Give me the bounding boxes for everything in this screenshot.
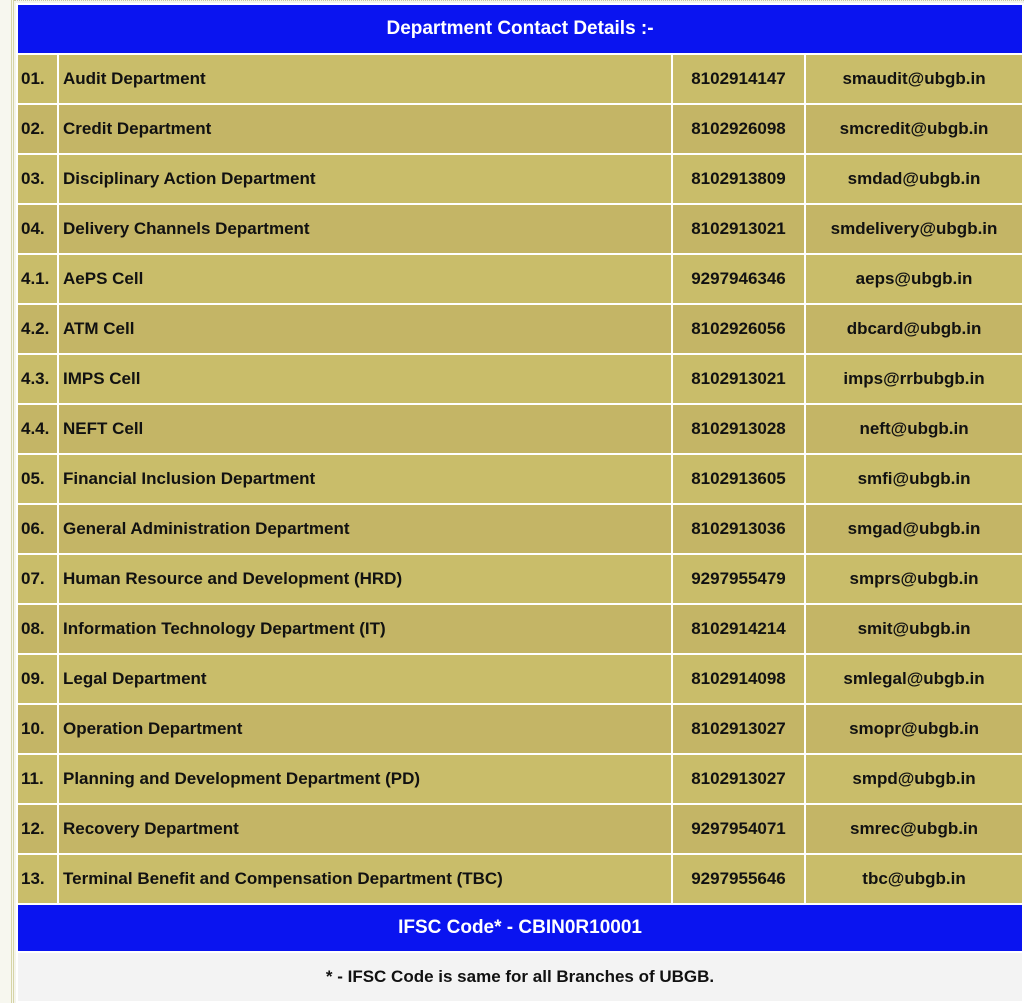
dept-phone: 9297955479 <box>673 555 804 603</box>
dept-email: smdelivery@ubgb.in <box>806 205 1022 253</box>
table-row <box>18 755 1022 803</box>
dept-phone: 8102914098 <box>673 655 804 703</box>
table-row <box>18 55 1022 103</box>
dept-number: 07. <box>18 555 57 603</box>
table-row <box>18 605 1022 653</box>
table-row <box>18 505 1022 553</box>
dept-email: neft@ubgb.in <box>806 405 1022 453</box>
dept-email: smcredit@ubgb.in <box>806 105 1022 153</box>
ifsc-row <box>18 905 1022 951</box>
dept-number: 05. <box>18 455 57 503</box>
dept-number: 09. <box>18 655 57 703</box>
dept-email: aeps@ubgb.in <box>806 255 1022 303</box>
dept-name: Audit Department <box>59 55 671 103</box>
dept-number: 11. <box>18 755 57 803</box>
dept-email: smgad@ubgb.in <box>806 505 1022 553</box>
dept-number: 4.2. <box>18 305 57 353</box>
dept-name: AePS Cell <box>59 255 671 303</box>
dept-phone: 8102913605 <box>673 455 804 503</box>
dept-number: 02. <box>18 105 57 153</box>
dept-phone: 8102913021 <box>673 355 804 403</box>
table-row <box>18 555 1022 603</box>
dept-number: 03. <box>18 155 57 203</box>
dept-phone: 9297946346 <box>673 255 804 303</box>
ifsc-note-row <box>18 953 1022 1001</box>
table-row <box>18 455 1022 503</box>
dept-phone: 9297955646 <box>673 855 804 903</box>
ifsc-note: * - IFSC Code is same for all Branches of UBGB. <box>18 953 1022 1001</box>
dept-number: 4.4. <box>18 405 57 453</box>
dept-email: smpd@ubgb.in <box>806 755 1022 803</box>
left-border-rule <box>0 0 14 1003</box>
table-row <box>18 805 1022 853</box>
dept-name: ATM Cell <box>59 305 671 353</box>
dept-name: NEFT Cell <box>59 405 671 453</box>
dept-phone: 8102926098 <box>673 105 804 153</box>
dept-name: Recovery Department <box>59 805 671 853</box>
table-row <box>18 855 1022 903</box>
dept-phone: 9297954071 <box>673 805 804 853</box>
table-row <box>18 205 1022 253</box>
dept-phone: 8102914214 <box>673 605 804 653</box>
dept-email: dbcard@ubgb.in <box>806 305 1022 353</box>
dept-name: Disciplinary Action Department <box>59 155 671 203</box>
dept-email: smprs@ubgb.in <box>806 555 1022 603</box>
table-row <box>18 405 1022 453</box>
dept-email: smrec@ubgb.in <box>806 805 1022 853</box>
table-row <box>18 155 1022 203</box>
table-row <box>18 305 1022 353</box>
dept-name: General Administration Department <box>59 505 671 553</box>
dept-number: 04. <box>18 205 57 253</box>
dept-number: 4.3. <box>18 355 57 403</box>
dept-email: smlegal@ubgb.in <box>806 655 1022 703</box>
dept-number: 01. <box>18 55 57 103</box>
table-row <box>18 705 1022 753</box>
table-row <box>18 255 1022 303</box>
table-row <box>18 105 1022 153</box>
dept-number: 4.1. <box>18 255 57 303</box>
ifsc-code: IFSC Code* - CBIN0R10001 <box>18 905 1022 951</box>
dept-name: Information Technology Department (IT) <box>59 605 671 653</box>
dept-name: Delivery Channels Department <box>59 205 671 253</box>
dept-number: 10. <box>18 705 57 753</box>
dept-phone: 8102913028 <box>673 405 804 453</box>
dept-name: Financial Inclusion Department <box>59 455 671 503</box>
dept-name: Terminal Benefit and Compensation Department (TBC) <box>59 855 671 903</box>
dept-email: imps@rrbubgb.in <box>806 355 1022 403</box>
dept-phone: 8102913036 <box>673 505 804 553</box>
dept-name: Human Resource and Development (HRD) <box>59 555 671 603</box>
dept-name: IMPS Cell <box>59 355 671 403</box>
dept-number: 12. <box>18 805 57 853</box>
dept-phone: 8102913021 <box>673 205 804 253</box>
table-header-row <box>18 5 1022 53</box>
dept-email: smdad@ubgb.in <box>806 155 1022 203</box>
dept-name: Operation Department <box>59 705 671 753</box>
dept-name: Legal Department <box>59 655 671 703</box>
table-row <box>18 655 1022 703</box>
dept-number: 13. <box>18 855 57 903</box>
dept-number: 08. <box>18 605 57 653</box>
dept-email: tbc@ubgb.in <box>806 855 1022 903</box>
dept-name: Credit Department <box>59 105 671 153</box>
dept-email: smopr@ubgb.in <box>806 705 1022 753</box>
dept-email: smaudit@ubgb.in <box>806 55 1022 103</box>
department-contacts-table <box>16 3 1024 1003</box>
dept-phone: 8102926056 <box>673 305 804 353</box>
dept-phone: 8102914147 <box>673 55 804 103</box>
dept-phone: 8102913027 <box>673 705 804 753</box>
table-title: Department Contact Details :- <box>18 5 1022 53</box>
dept-name: Planning and Development Department (PD) <box>59 755 671 803</box>
dept-number: 06. <box>18 505 57 553</box>
dept-phone: 8102913027 <box>673 755 804 803</box>
dept-email: smfi@ubgb.in <box>806 455 1022 503</box>
dept-email: smit@ubgb.in <box>806 605 1022 653</box>
dept-phone: 8102913809 <box>673 155 804 203</box>
table-row <box>18 355 1022 403</box>
